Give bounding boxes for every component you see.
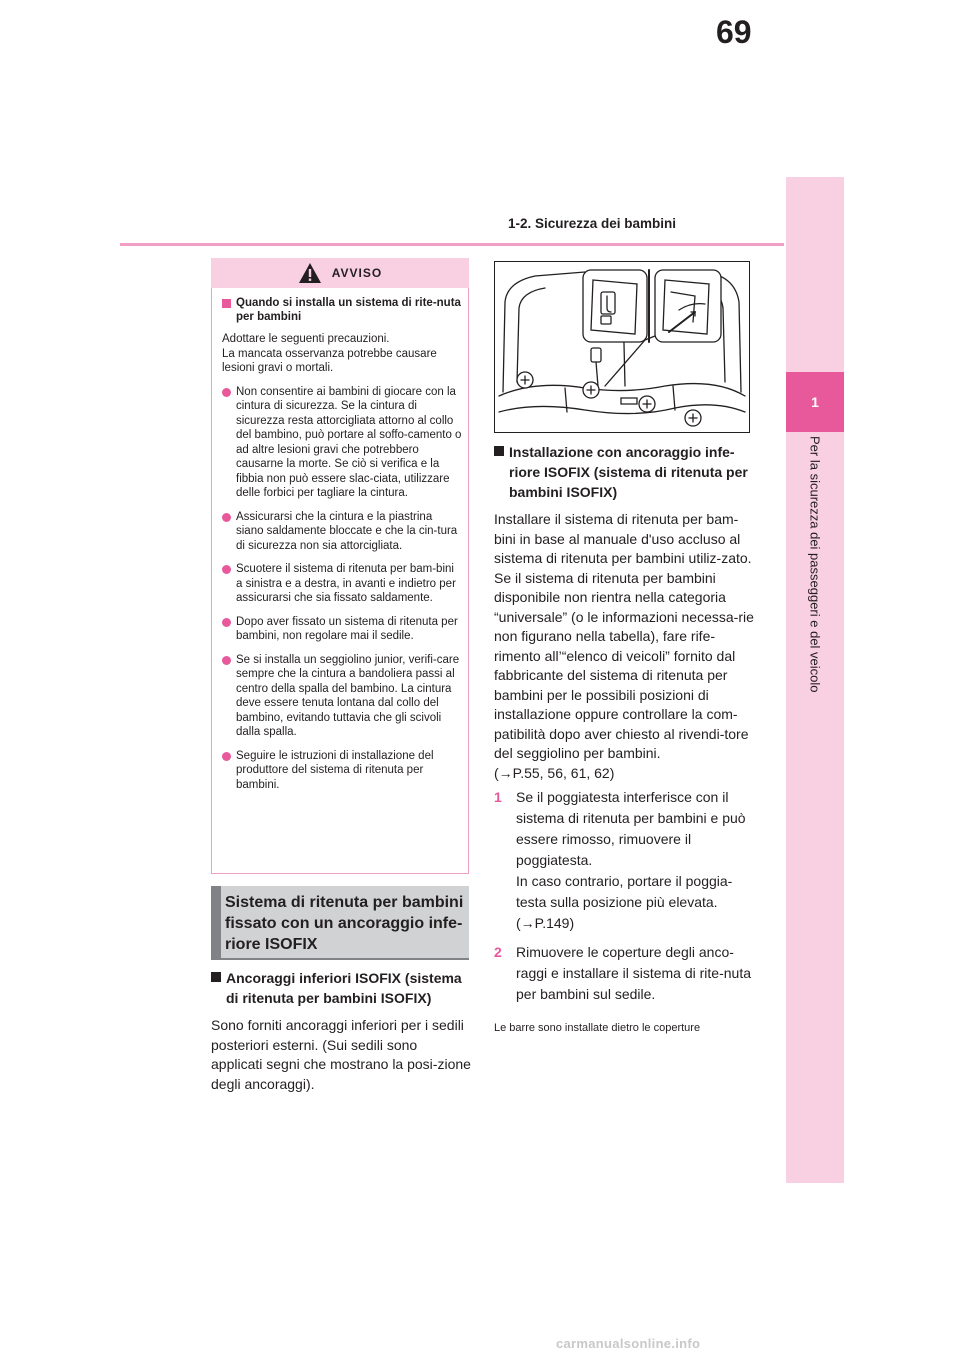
warning-bullet: Se si installa un seggiolino junior, verifi-care sempre che la cintura a bandoliera passi al centro della spalla del bambino. La cintura deve essere tenuta lontana dal collo del bambino, evitando tuttavia che gli scivoli dalla spalla. bbox=[222, 653, 462, 740]
header-rule bbox=[120, 243, 784, 246]
page-number: 69 bbox=[716, 14, 752, 50]
section-title: 1-2. Sicurezza dei bambini bbox=[508, 216, 677, 231]
step-number: 1 bbox=[494, 789, 502, 805]
chapter-label-text: Per la sicurezza dei passeggeri e del veicolo bbox=[807, 436, 823, 693]
install-step bbox=[494, 942, 756, 1005]
warning-bullet: Dopo aver fissato un sistema di ritenuta per bambini, non regolare mai il sedile. bbox=[222, 615, 462, 644]
anchors-block bbox=[211, 968, 471, 1094]
footer-watermark[interactable]: carmanualsonline.info bbox=[556, 1336, 701, 1351]
install-steps bbox=[494, 787, 756, 1005]
warning-triangle-icon bbox=[298, 262, 322, 284]
step-text: Se il poggiatesta interferisce con il sistema di ritenuta per bambini e può essere rimosso, rimuovere il poggiatesta. bbox=[516, 789, 746, 868]
warning-label: AVVISO bbox=[331, 266, 383, 280]
warning-bullet: Assicurarsi che la cintura e la piastrina siano saldamente bloccate e che la cin-tura di sicurezza non sia attorcigliata. bbox=[222, 510, 462, 554]
warning-bullet: Non consentire ai bambini di giocare con la cintura di sicurezza. Se la cintura di sicurezza resta attorcigliata attorno al collo del bambino, può portare al soffo-camento o ad altre lesioni gravi che potrebbero causarne la morte. Se ciò si verifica e la fibbia non può essere slac-ciata, utilizzare delle forbici per tagliare la cintura. bbox=[222, 385, 462, 501]
warning-intro: Adottare le seguenti precauzioni. bbox=[222, 333, 390, 345]
chapter-label bbox=[786, 436, 844, 726]
step-number: 2 bbox=[494, 944, 502, 960]
install-step bbox=[494, 787, 756, 934]
section-heading bbox=[211, 886, 469, 960]
warning-intro-2: La mancata osservanza potrebbe causare lesioni gravi o mortali. bbox=[222, 347, 437, 374]
install-text-2: Se il sistema di ritenuta per bambini disponibile non rientra nella categoria “universale” (o le informazioni necessa-rie non figurano nella tabella), fare rife-rimento all’“elenco di veicoli” fornito dal fabbricante del sistema di ritenuta per bambini per le possibili posizioni di installazione oppure controllare la com-patibilità dopo aver chiesto al rivendi-tore del seggiolino per bambini. bbox=[494, 569, 754, 761]
warning-heading: Quando si installa un sistema di rite-nuta per bambini bbox=[222, 296, 462, 324]
warning-header bbox=[211, 258, 469, 288]
section-heading-text: Sistema di ritenuta per bambini fissato con un ancoraggio infe-riore ISOFIX bbox=[225, 894, 464, 953]
step-reference: (→P.149) bbox=[516, 915, 575, 931]
step-text: Rimuovere le coperture degli anco-raggi e installare il sistema di rite-nuta per bambini sul sedile. bbox=[516, 944, 751, 1002]
install-reference: (→P.55, 56, 61, 62) bbox=[494, 764, 615, 781]
install-block bbox=[494, 442, 756, 1005]
warning-content bbox=[222, 296, 462, 792]
isofix-illustration bbox=[494, 261, 750, 433]
chapter-number-tab: 1 bbox=[786, 372, 844, 432]
install-text-1: Installare il sistema di ritenuta per bam-bini in base al manuale d'uso accluso al sistema di ritenuta per bambini utiliz-zato. bbox=[494, 511, 752, 566]
warning-bullet: Scuotere il sistema di ritenuta per bam-bini a sinistra e a destra, in avanti e indietro per assicurarsi che sia fissato saldamente. bbox=[222, 562, 462, 606]
rear-seat-anchor-icon bbox=[495, 262, 749, 432]
section-heading-bar bbox=[211, 886, 221, 958]
step-text-b: In caso contrario, portare il poggia-testa sulla posizione più elevata. bbox=[516, 873, 733, 910]
install-heading: Installazione con ancoraggio infe-riore ISOFIX (sistema di ritenuta per bambini ISOFIX) bbox=[494, 442, 756, 502]
anchors-text: Sono forniti ancoraggi inferiori per i sedili posteriori esterni. (Sui sedili sono applicati segni che mostrano la posi-zione degli ancoraggi). bbox=[211, 1017, 471, 1092]
anchors-heading: Ancoraggi inferiori ISOFIX (sistema di ritenuta per bambini ISOFIX) bbox=[211, 968, 471, 1008]
illustration-caption: Le barre sono installate dietro le coperture bbox=[494, 1022, 701, 1034]
warning-bullet: Seguire le istruzioni di installazione del produttore del sistema di ritenuta per bambini. bbox=[222, 749, 462, 793]
